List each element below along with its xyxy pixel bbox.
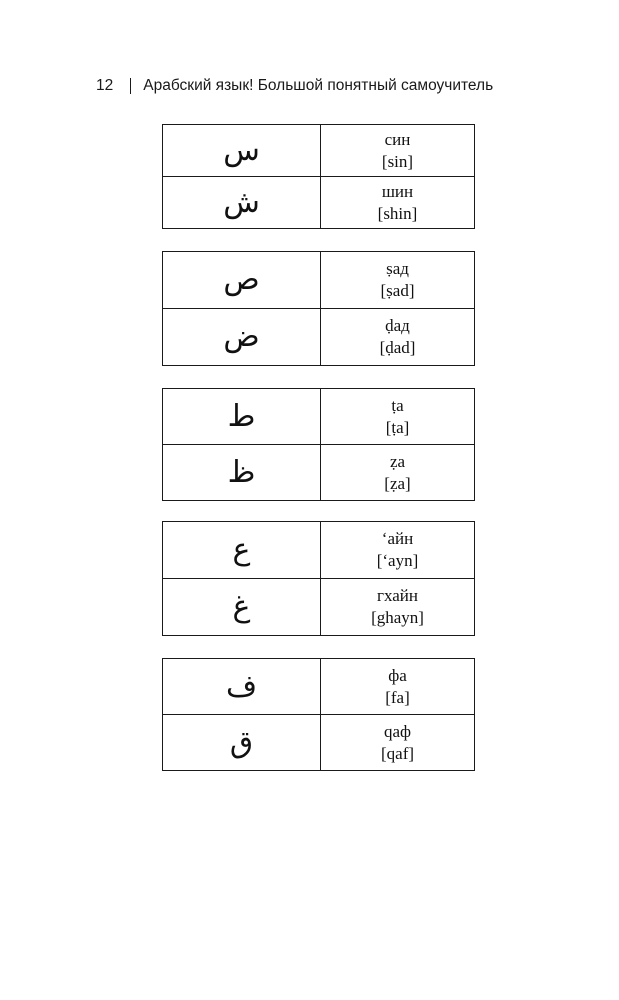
table-row [163, 522, 475, 579]
letter-transliteration [321, 522, 475, 579]
letter-latin: [fa] [385, 687, 410, 707]
letter-table [162, 124, 475, 229]
arabic-letter: ف [163, 659, 321, 715]
letter-name: qаф [383, 721, 412, 741]
letter-transliteration [321, 659, 475, 715]
table-row [163, 125, 475, 177]
letter-name: фа [388, 665, 407, 685]
table-row [163, 715, 475, 771]
arabic-letter: ض [163, 309, 321, 366]
arabic-letter: ع [163, 522, 321, 579]
letter-latin: [sin] [381, 151, 414, 171]
letter-latin: [‘ayn] [376, 551, 419, 570]
arabic-letter: ظ [163, 445, 321, 501]
letter-table [162, 388, 475, 501]
letter-name: ḍад [385, 316, 410, 335]
letter-table [162, 521, 475, 636]
table-row [163, 445, 475, 501]
letter-name: ṣад [386, 259, 409, 278]
letter-transliteration [321, 445, 475, 501]
letter-transliteration [321, 177, 475, 229]
letter-latin: [ṭa] [385, 417, 410, 437]
table-row [163, 659, 475, 715]
letter-name: гхайн [377, 586, 418, 605]
letter-latin: [ẓa] [384, 473, 411, 493]
letter-transliteration [321, 389, 475, 445]
table-row [163, 177, 475, 229]
letter-table [162, 658, 475, 771]
letter-transliteration [321, 715, 475, 771]
arabic-letter: س [163, 125, 321, 177]
letter-latin: [shin] [377, 203, 418, 223]
page-number: 12 [96, 77, 114, 94]
letter-name: ‘айн [381, 529, 414, 548]
letter-name: шин [381, 181, 414, 201]
arabic-letter: ق [163, 715, 321, 771]
letter-transliteration [321, 125, 475, 177]
arabic-letter: ط [163, 389, 321, 445]
letter-transliteration [321, 579, 475, 636]
letter-latin: [ḍad] [379, 338, 416, 357]
table-row [163, 389, 475, 445]
arabic-letter: ص [163, 252, 321, 309]
running-header [96, 74, 493, 98]
letter-latin: [ghayn] [371, 608, 424, 627]
table-row [163, 309, 475, 366]
letter-latin: [ṣad] [380, 281, 415, 300]
letter-table [162, 251, 475, 366]
table-row [163, 579, 475, 636]
header-separator [130, 78, 131, 94]
letter-transliteration [321, 252, 475, 309]
letter-latin: [qaf] [380, 743, 415, 763]
book-title: Арабский язык! Большой понятный самоучитель [143, 77, 494, 94]
arabic-letter: غ [163, 579, 321, 636]
arabic-letter: ش [163, 177, 321, 229]
letter-name: ṭа [391, 395, 404, 415]
table-row [163, 252, 475, 309]
letter-name: син [384, 129, 411, 149]
letter-transliteration [321, 309, 475, 366]
letter-name: ẓа [389, 451, 406, 471]
